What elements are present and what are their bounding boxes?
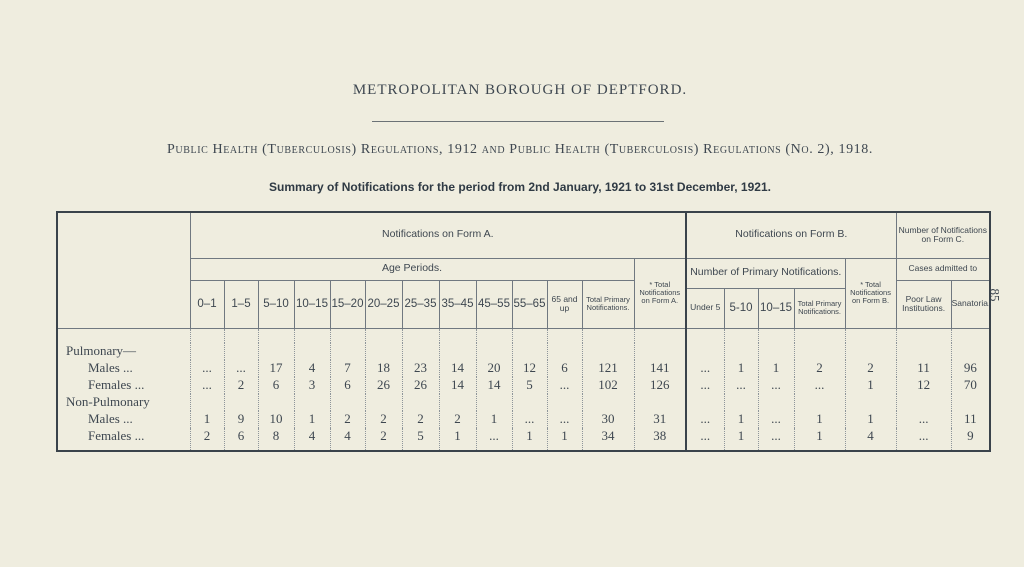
table-cell: 26 — [402, 377, 439, 394]
table-cell: 14 — [439, 377, 476, 394]
spacer-row — [57, 328, 990, 343]
empty-cell — [258, 343, 294, 360]
age-col-header: 15–20 — [330, 280, 365, 328]
age-col-header: 55–65 — [512, 280, 547, 328]
table-cell: 1 — [512, 428, 547, 451]
group-label: Non-Pulmonary — [66, 394, 150, 409]
table-cell: 1 — [845, 377, 896, 394]
age-col-header: 10–15 — [294, 280, 330, 328]
empty-cell — [845, 343, 896, 360]
table-cell: 4 — [294, 428, 330, 451]
row-label: Males ... — [88, 411, 133, 426]
table-cell: 6 — [330, 377, 365, 394]
table-cell: 102 — [582, 377, 634, 394]
empty-cell — [224, 328, 258, 343]
empty-cell — [634, 394, 686, 411]
row-label: Females ... — [88, 427, 145, 443]
empty-cell — [224, 343, 258, 360]
empty-cell — [758, 394, 794, 411]
empty-cell — [439, 394, 476, 411]
age-col-header: 5–10 — [258, 280, 294, 328]
table-cell: ... — [547, 377, 582, 394]
table-cell: ... — [686, 428, 724, 451]
empty-cell — [547, 343, 582, 360]
table-cell: 2 — [439, 411, 476, 428]
empty-cell — [582, 343, 634, 360]
empty-cell — [724, 394, 758, 411]
empty-cell — [402, 394, 439, 411]
group-row — [57, 343, 990, 360]
table-cell: 9 — [224, 411, 258, 428]
empty-cell — [547, 328, 582, 343]
table-cell: 1 — [190, 411, 224, 428]
table-cell: 6 — [224, 428, 258, 451]
table-cell: 141 — [634, 360, 686, 377]
group-row — [57, 394, 990, 411]
table-cell: ... — [547, 411, 582, 428]
empty-cell — [582, 394, 634, 411]
empty-cell — [294, 328, 330, 343]
table-cell: 2 — [330, 411, 365, 428]
empty-cell — [190, 394, 224, 411]
table-cell: 1 — [724, 428, 758, 451]
table-cell: 1 — [845, 411, 896, 428]
empty-cell — [365, 343, 402, 360]
form-a-header: Notifications on Form A. — [190, 212, 686, 258]
empty-cell — [258, 328, 294, 343]
empty-cell — [330, 343, 365, 360]
table-cell: 4 — [294, 360, 330, 377]
empty-cell — [439, 328, 476, 343]
table-cell: 2 — [190, 428, 224, 451]
empty-cell — [294, 394, 330, 411]
table-cell: 20 — [476, 360, 512, 377]
table-cell: 12 — [512, 360, 547, 377]
table-cell: ... — [686, 377, 724, 394]
empty-cell — [686, 394, 724, 411]
table-cell: ... — [512, 411, 547, 428]
table-row — [57, 428, 990, 451]
table-cell: ... — [686, 360, 724, 377]
empty-cell — [794, 328, 845, 343]
total-form-a-header: * Total Notifications on Form A. — [634, 258, 686, 328]
table-cell: ... — [190, 360, 224, 377]
table-cell: 1 — [439, 428, 476, 451]
age-periods-header: Age Periods. — [190, 258, 634, 280]
table-cell: 1 — [294, 411, 330, 428]
table-cell: 3 — [294, 377, 330, 394]
table-cell: 1 — [794, 411, 845, 428]
age-col-header: 35–45 — [439, 280, 476, 328]
table-cell: 34 — [582, 428, 634, 451]
age-col-header: 1–5 — [224, 280, 258, 328]
table-cell: 11 — [896, 360, 951, 377]
age-col-header: 65 and up — [547, 280, 582, 328]
empty-cell — [476, 394, 512, 411]
total-primary-a-header: Total Primary Notifications. — [582, 280, 634, 328]
table-cell: 30 — [582, 411, 634, 428]
table-cell: ... — [758, 428, 794, 451]
table-cell: ... — [686, 411, 724, 428]
total-form-b-header: * Total Notifications on Form B. — [845, 258, 896, 328]
empty-cell — [294, 343, 330, 360]
empty-cell — [512, 328, 547, 343]
empty-cell — [758, 343, 794, 360]
empty-cell — [686, 328, 724, 343]
age-col-header: 25–35 — [402, 280, 439, 328]
table-cell: 17 — [258, 360, 294, 377]
table-cell: 5 — [402, 428, 439, 451]
cases-admitted-header: Cases admitted to — [896, 258, 990, 280]
table-row — [57, 411, 990, 428]
age-col-header: 45–55 — [476, 280, 512, 328]
table-cell: 14 — [439, 360, 476, 377]
empty-cell — [224, 394, 258, 411]
empty-cell — [512, 394, 547, 411]
empty-cell — [365, 394, 402, 411]
table-cell: 4 — [330, 428, 365, 451]
table-cell: 1 — [476, 411, 512, 428]
table-cell: ... — [758, 377, 794, 394]
page-number: 85 — [987, 288, 1003, 302]
age-col-header: 20–25 — [365, 280, 402, 328]
table-cell: 10 — [258, 411, 294, 428]
table-cell: 38 — [634, 428, 686, 451]
empty-cell — [402, 343, 439, 360]
table-cell: 23 — [402, 360, 439, 377]
empty-cell — [190, 343, 224, 360]
table-cell: 8 — [258, 428, 294, 451]
empty-cell — [951, 394, 990, 411]
number-primary-header: Number of Primary Notifications. — [686, 258, 845, 288]
table-cell: 1 — [724, 360, 758, 377]
empty-cell — [951, 343, 990, 360]
table-cell: 2 — [365, 428, 402, 451]
table-cell: 7 — [330, 360, 365, 377]
empty-cell — [686, 343, 724, 360]
empty-cell — [896, 343, 951, 360]
row-label: Females ... — [88, 377, 145, 392]
table-cell: ... — [896, 428, 951, 451]
empty-cell — [476, 328, 512, 343]
table-cell: ... — [794, 377, 845, 394]
title-divider — [372, 121, 664, 122]
empty-cell — [724, 328, 758, 343]
empty-cell — [634, 328, 686, 343]
b-col-header: 5-10 — [724, 288, 758, 328]
table-cell: 6 — [258, 377, 294, 394]
empty-cell — [724, 343, 758, 360]
empty-cell — [634, 343, 686, 360]
table-cell: 70 — [951, 377, 990, 394]
empty-cell — [794, 394, 845, 411]
row-label-header — [57, 212, 190, 328]
empty-cell — [190, 328, 224, 343]
table-cell: 11 — [951, 411, 990, 428]
table-cell: 9 — [951, 428, 990, 451]
table-cell: 26 — [365, 377, 402, 394]
table-cell: 2 — [794, 360, 845, 377]
form-c-header: Number of Notifications on Form C. — [896, 212, 990, 258]
table-cell: 96 — [951, 360, 990, 377]
empty-cell — [845, 394, 896, 411]
summary-heading: Summary of Notifications for the period from 2nd January, 1921 to 31st December, 1921. — [269, 180, 771, 194]
regulations-subtitle: Public Health (Tuberculosis) Regulations, 1912 and Public Health (Tuberculosis) Regulations (No. 2), 1918. — [167, 142, 873, 157]
empty-cell — [951, 328, 990, 343]
table-row — [57, 360, 990, 377]
table-cell: 1 — [794, 428, 845, 451]
table-cell: ... — [724, 377, 758, 394]
empty-cell — [402, 328, 439, 343]
table-cell: 1 — [547, 428, 582, 451]
empty-cell — [365, 328, 402, 343]
table-cell: ... — [758, 411, 794, 428]
empty-cell — [896, 328, 951, 343]
table-body — [57, 328, 990, 451]
empty-cell — [547, 394, 582, 411]
empty-cell — [476, 343, 512, 360]
empty-cell — [794, 343, 845, 360]
poor-law-header: Poor Law Institutions. — [896, 280, 951, 328]
table-cell: 14 — [476, 377, 512, 394]
table-cell: 18 — [365, 360, 402, 377]
table-cell: 31 — [634, 411, 686, 428]
table-cell: ... — [476, 428, 512, 451]
table-cell: 4 — [845, 428, 896, 451]
empty-cell — [758, 328, 794, 343]
empty-cell — [330, 394, 365, 411]
table-cell: 2 — [224, 377, 258, 394]
table-cell: 6 — [547, 360, 582, 377]
table-cell: ... — [896, 411, 951, 428]
b-col-header: Under 5 — [686, 288, 724, 328]
empty-cell — [896, 394, 951, 411]
b-col-header: 10–15 — [758, 288, 794, 328]
table-row — [57, 377, 990, 394]
row-label: Males ... — [88, 360, 133, 375]
empty-cell — [582, 328, 634, 343]
table-cell: ... — [224, 360, 258, 377]
table-cell: 2 — [402, 411, 439, 428]
age-col-header: 0–1 — [190, 280, 224, 328]
form-b-header: Notifications on Form B. — [686, 212, 896, 258]
table-cell: 5 — [512, 377, 547, 394]
table-cell: 2 — [845, 360, 896, 377]
table-cell: 126 — [634, 377, 686, 394]
empty-cell — [330, 328, 365, 343]
table-cell: 12 — [896, 377, 951, 394]
b-col-header: Total Primary Notifications. — [794, 288, 845, 328]
empty-cell — [439, 343, 476, 360]
notifications-table — [56, 211, 991, 452]
document-title: METROPOLITAN BOROUGH OF DEPTFORD. — [352, 82, 688, 98]
empty-cell — [258, 394, 294, 411]
sanatoria-header: Sanatoria. — [951, 280, 990, 328]
table-cell: 121 — [582, 360, 634, 377]
empty-cell — [845, 328, 896, 343]
table-cell: 1 — [724, 411, 758, 428]
table-cell: ... — [190, 377, 224, 394]
group-label: Pulmonary— — [66, 343, 137, 358]
table-cell: 2 — [365, 411, 402, 428]
empty-cell — [512, 343, 547, 360]
table-cell: 1 — [758, 360, 794, 377]
